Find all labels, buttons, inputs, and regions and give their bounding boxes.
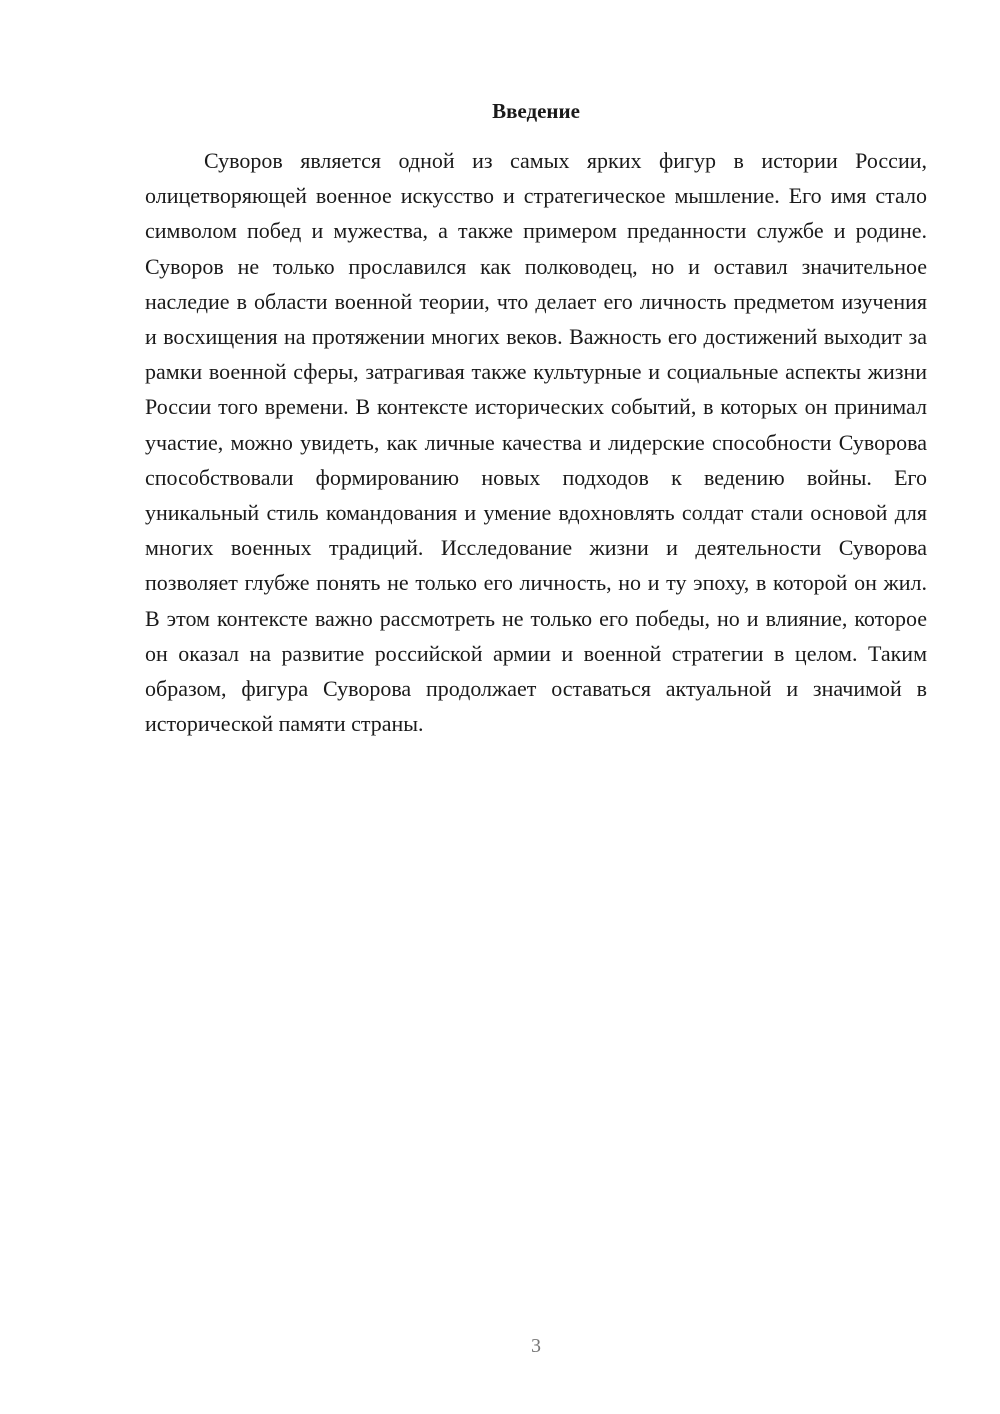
body-paragraph: Суворов является одной из самых ярких фигур в истории России, олицетворяющей военное искусство и стратегическое мышление. Его имя стало символом побед и мужества, а также примером преданности службе и родине. Суворов не только прославился как полководец, но и оставил значительное наследие в области военной теории, что делает его личность предметом изучения и восхищения на протяжении многих веков. Важность его достижений выходит за рамки военной сферы, затрагивая также культурные и социальные аспекты жизни России того времени. В контексте исторических событий, в которых он принимал участие, можно увидеть, как личные качества и лидерские способности Суворова способствовали формированию новых подходов к ведению войны. Его уникальный стиль командования и умение вдохновлять солдат стали основой для многих военных традиций. Исследование жизни и деятельности Суворова позволяет глубже понять не только его личность, но и ту эпоху, в которой он жил. В этом контексте важно рассмотреть не только его победы, но и влияние, которое он оказал на развитие российской армии и военной стратегии в целом. Таким образом, фигура Суворова продолжает оставаться актуальной и значимой в исторической памяти страны. xyxy=(145,148,927,737)
section-title: Введение xyxy=(492,99,580,123)
page-number: 3 xyxy=(531,1335,541,1357)
